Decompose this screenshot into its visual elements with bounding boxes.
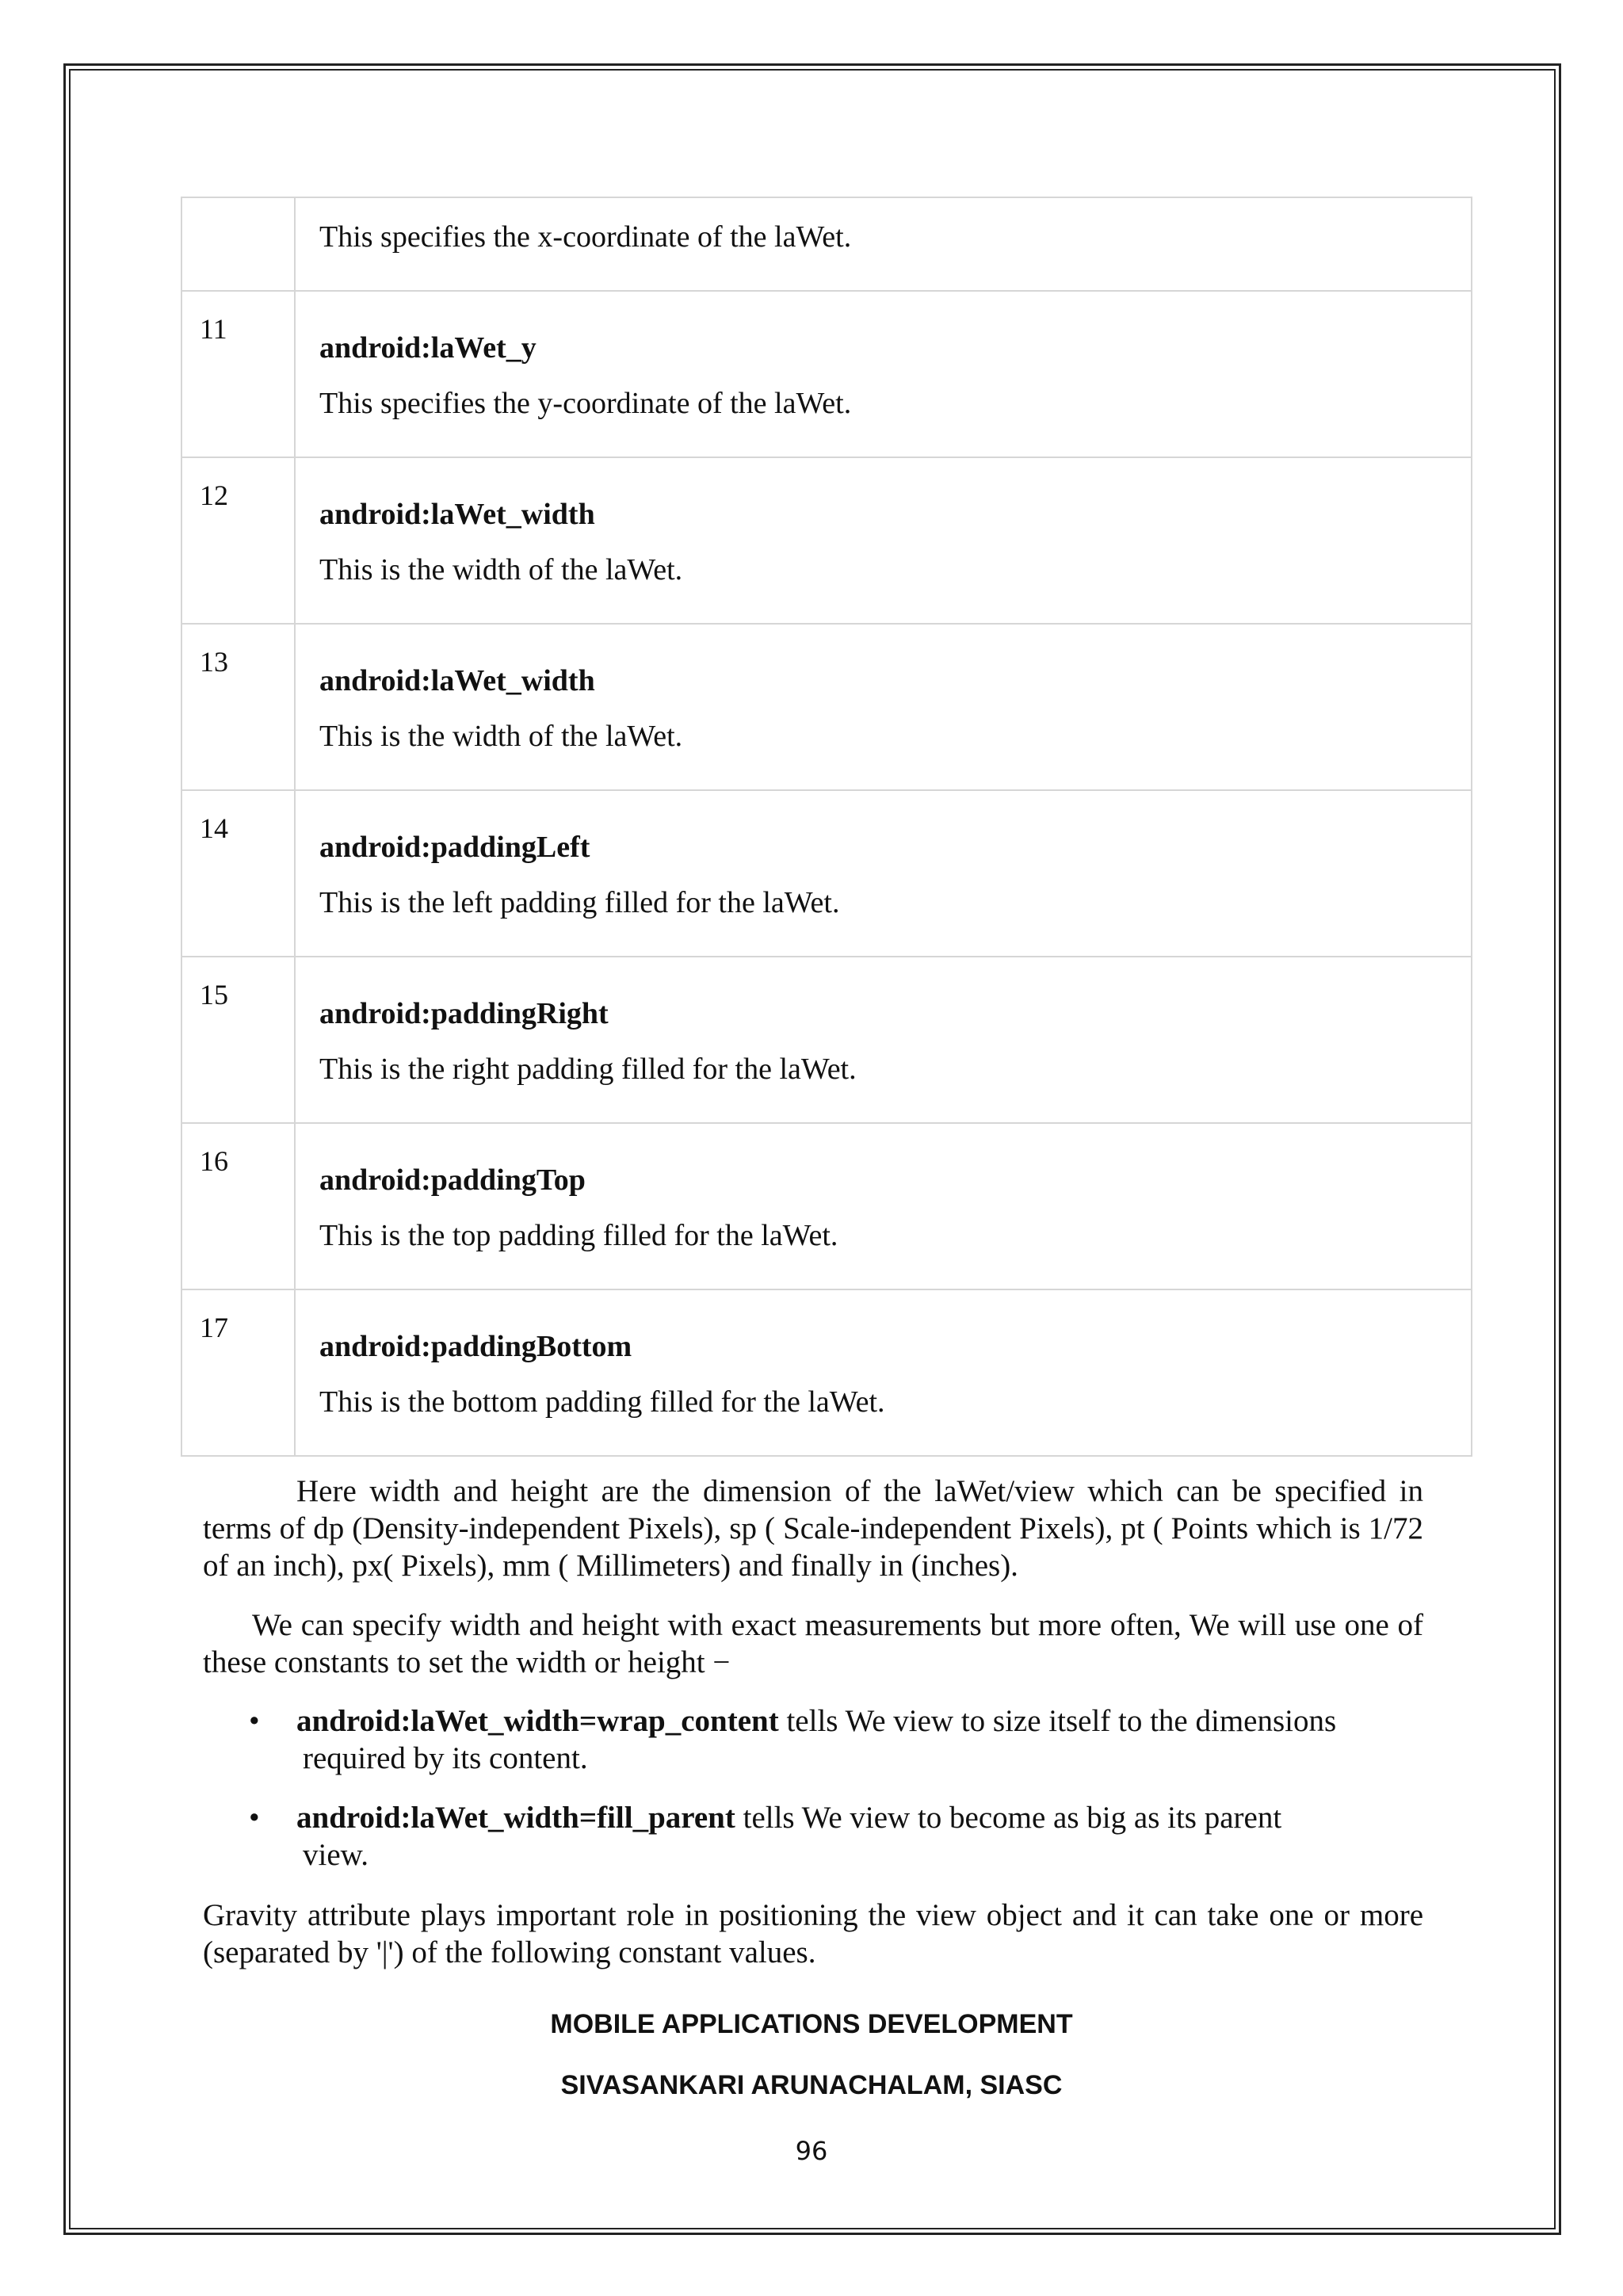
attribute-description: This is the left padding filled for the laWet. xyxy=(319,886,840,919)
row-number: 14 xyxy=(181,790,295,957)
row-content xyxy=(295,790,1472,957)
bullet-icon: • xyxy=(249,1704,260,1738)
row-number: 17 xyxy=(181,1289,295,1456)
row-number: 12 xyxy=(181,457,295,624)
row-content xyxy=(295,1289,1472,1456)
bullet-text-continuation: view. xyxy=(303,1838,369,1872)
table-row xyxy=(181,790,1472,957)
table-row xyxy=(181,197,1472,291)
row-content xyxy=(295,457,1472,624)
row-number: 16 xyxy=(181,1123,295,1289)
paragraph-dimensions: Here width and height are the dimension of the laWet/view which can be specified in terms of dp (Density-independent Pixels), sp ( Scale-independent Pixels), pt ( Points which is 1/72 of an inch), px( Pixels), mm ( Millimeters) and finally in (inches). xyxy=(203,1474,1423,1583)
attribute-description: This is the width of the laWet. xyxy=(319,720,683,753)
bullet-bold-term: android:laWet_width=wrap_content xyxy=(296,1704,779,1738)
table-row xyxy=(181,1123,1472,1289)
attribute-name: android:paddingTop xyxy=(319,1163,586,1197)
row-number xyxy=(181,197,295,291)
row-content xyxy=(295,957,1472,1123)
row-number: 11 xyxy=(181,291,295,457)
paragraph-gravity: Gravity attribute plays important role in positioning the view object and it can take one or more (separated by '|') of the following constant values. xyxy=(203,1898,1423,1969)
footer-course-title: MOBILE APPLICATIONS DEVELOPMENT xyxy=(550,2009,1073,2039)
attribute-name: android:paddingBottom xyxy=(319,1330,632,1363)
paragraph-constants: We can specify width and height with exact measurements but more often, We will use one of these constants to set the width or height − xyxy=(203,1608,1423,1679)
row-content xyxy=(295,1123,1472,1289)
bullet-icon: • xyxy=(249,1801,260,1835)
table-row xyxy=(181,457,1472,624)
bullet-text-continuation: required by its content. xyxy=(303,1741,588,1775)
table-row xyxy=(181,291,1472,457)
attribute-name: android:laWet_y xyxy=(319,331,537,365)
bullet-bold-term: android:laWet_width=fill_parent xyxy=(296,1801,735,1835)
attribute-name: android:laWet_width xyxy=(319,498,595,531)
bullet-text: tells We view to size itself to the dimensions xyxy=(778,1704,1337,1738)
list-item xyxy=(203,1702,1423,1777)
attributes-table xyxy=(181,197,1472,1457)
attribute-description: This specifies the y-coordinate of the laWet. xyxy=(319,387,852,420)
attribute-name: android:paddingLeft xyxy=(319,831,590,864)
row-content xyxy=(295,197,1472,291)
row-number: 15 xyxy=(181,957,295,1123)
attribute-name: android:paddingRight xyxy=(319,997,609,1030)
attribute-description: This is the right padding filled for the laWet. xyxy=(319,1052,857,1086)
attribute-description: This is the bottom padding filled for the laWet. xyxy=(319,1385,885,1419)
table-row xyxy=(181,957,1472,1123)
bullet-text: tells We view to become as big as its parent xyxy=(735,1801,1282,1835)
attribute-description: This specifies the x-coordinate of the laWet. xyxy=(319,220,852,254)
row-content xyxy=(295,291,1472,457)
row-number: 13 xyxy=(181,624,295,790)
attribute-description: This is the top padding filled for the laWet. xyxy=(319,1219,838,1252)
footer-author: SIVASANKARI ARUNACHALAM, SIASC xyxy=(560,2070,1063,2100)
attribute-name: android:laWet_width xyxy=(319,664,595,697)
table-row xyxy=(181,1289,1472,1456)
list-item xyxy=(203,1799,1423,1874)
row-content xyxy=(295,624,1472,790)
page-number: 96 xyxy=(795,2136,828,2166)
attribute-description: This is the width of the laWet. xyxy=(319,553,683,586)
table-row xyxy=(181,624,1472,790)
